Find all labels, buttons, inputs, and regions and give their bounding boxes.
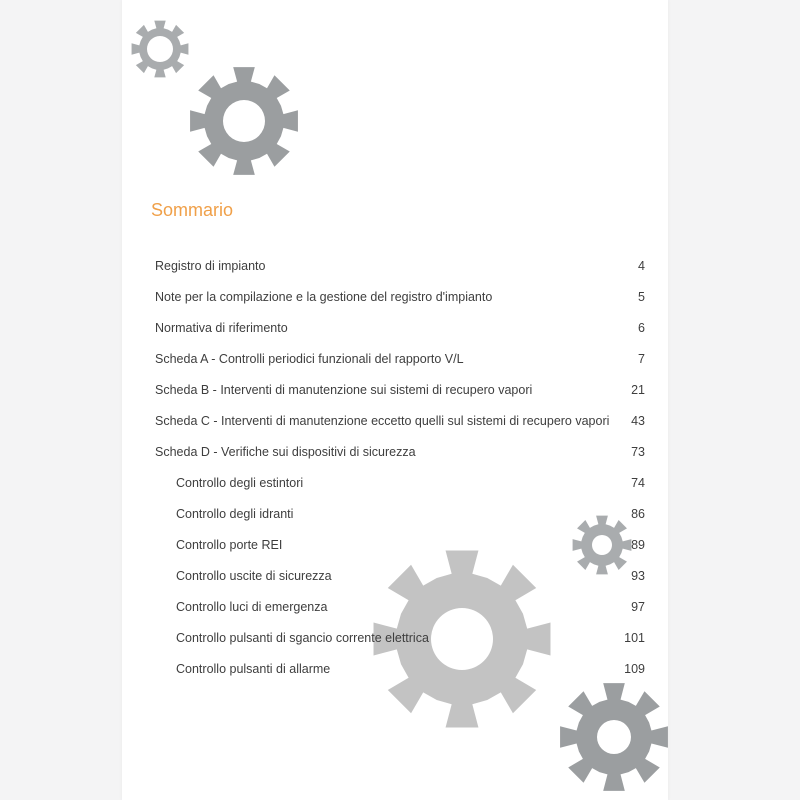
gear-icon-small-top: [130, 19, 190, 79]
toc-entry-label: Controllo uscite di sicurezza: [176, 569, 332, 583]
toc-entry-page-number: 86: [631, 507, 645, 521]
toc-entry[interactable]: [155, 379, 645, 410]
toc-entry-label: Normativa di riferimento: [155, 321, 288, 335]
gear-icon-bottom-right: [558, 681, 668, 793]
toc-entry-label: Controllo pulsanti di sgancio corrente elettrica: [176, 631, 429, 645]
toc-entry-page-number: 7: [638, 352, 645, 366]
toc-entry-label: Controllo pulsanti di allarme: [176, 662, 331, 676]
toc-entry-label: Registro di impianto: [155, 259, 266, 273]
toc-entry[interactable]: [155, 565, 645, 596]
toc-entry-label: Scheda D - Verifiche sui dispositivi di sicurezza: [155, 445, 416, 459]
toc-entry-page-number: 74: [631, 476, 645, 490]
toc-entry[interactable]: [155, 441, 645, 472]
toc-entry-label: Scheda C - Interventi di manutenzione eccetto quelli sul sistemi di recupero vapori: [155, 414, 610, 428]
toc-entry[interactable]: [155, 255, 645, 286]
toc-entry[interactable]: [155, 658, 645, 689]
toc-entry-page-number: 73: [631, 445, 645, 459]
toc-entry-page-number: 6: [638, 321, 645, 335]
toc-entry[interactable]: [155, 472, 645, 503]
toc-entry-label: Note per la compilazione e la gestione del registro d'impianto: [155, 290, 493, 304]
toc-entry[interactable]: [155, 534, 645, 565]
gear-shape: [132, 21, 189, 78]
table-of-contents: [155, 255, 645, 689]
toc-entry-label: Scheda B - Interventi di manutenzione sui sistemi di recupero vapori: [155, 383, 533, 397]
toc-entry[interactable]: [155, 317, 645, 348]
gear-shape: [560, 683, 668, 791]
toc-entry-page-number: 21: [631, 383, 645, 397]
document-page: [122, 0, 668, 800]
toc-entry-page-number: 101: [624, 631, 645, 645]
toc-entry-page-number: 5: [638, 290, 645, 304]
toc-entry-page-number: 93: [631, 569, 645, 583]
toc-entry-page-number: 97: [631, 600, 645, 614]
toc-entry-page-number: 109: [624, 662, 645, 676]
toc-entry-label: Controllo luci di emergenza: [176, 600, 328, 614]
toc-entry[interactable]: [155, 503, 645, 534]
toc-entry-page-number: 89: [631, 538, 645, 552]
gear-shape: [190, 67, 298, 175]
toc-entry[interactable]: [155, 348, 645, 379]
toc-entry[interactable]: [155, 596, 645, 627]
toc-entry[interactable]: [155, 627, 645, 658]
toc-entry-page-number: 4: [638, 259, 645, 273]
toc-entry-label: Controllo porte REI: [176, 538, 283, 552]
toc-entry-page-number: 43: [631, 414, 645, 428]
toc-entry[interactable]: [155, 410, 645, 441]
toc-entry[interactable]: [155, 286, 645, 317]
gear-icon-large-top: [188, 65, 300, 177]
toc-entry-label: Controllo degli estintori: [176, 476, 304, 490]
toc-entry-label: Scheda A - Controlli periodici funzionali del rapporto V/L: [155, 352, 464, 366]
page-title: Sommario: [151, 200, 234, 220]
toc-entry-label: Controllo degli idranti: [176, 507, 294, 521]
